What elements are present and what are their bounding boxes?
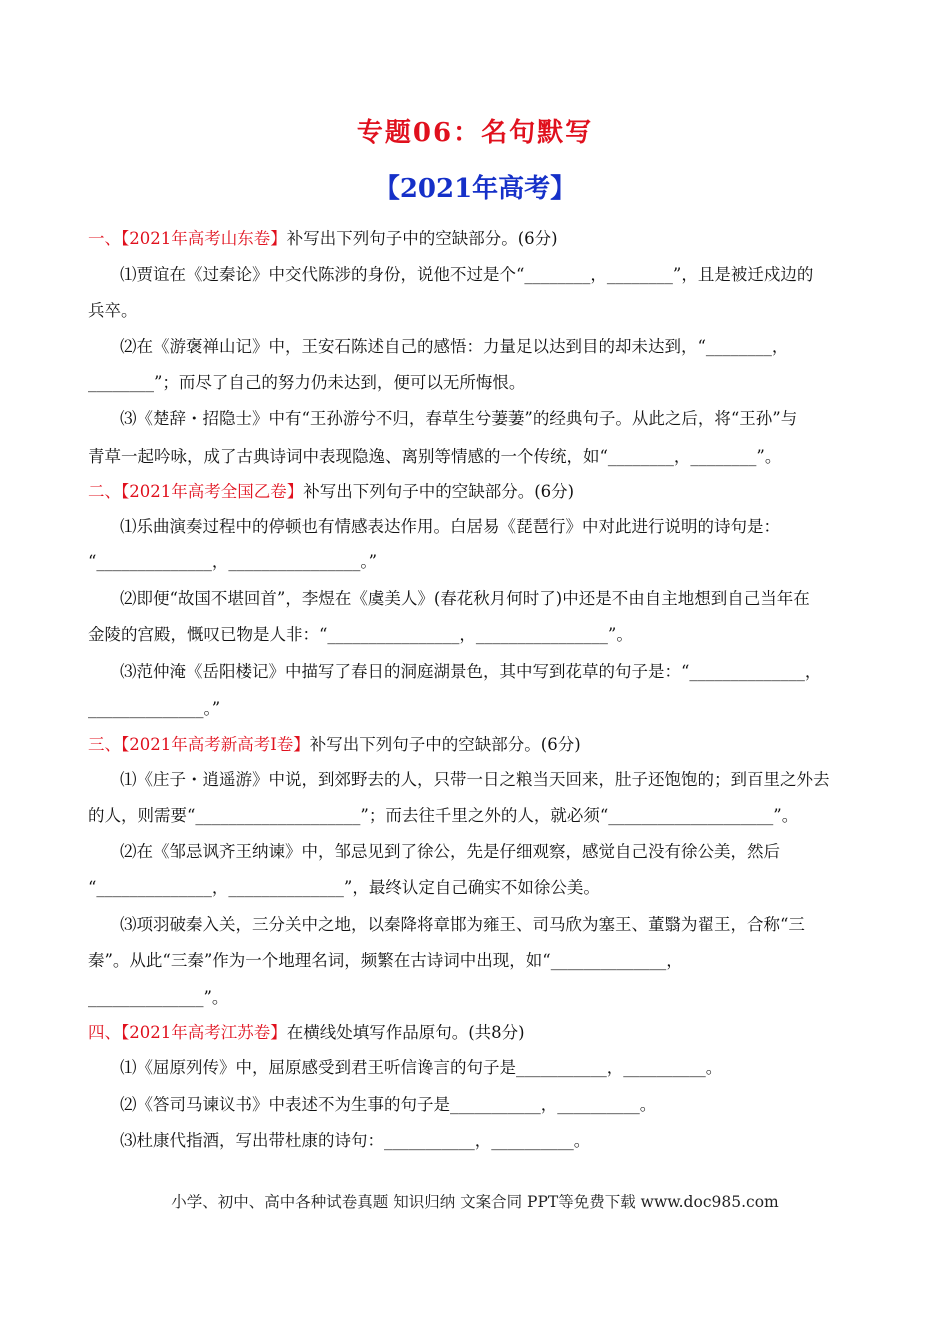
question-line: ⑶项羽破秦入关，三分关中之地，以秦降将章邯为雍王、司马欣为塞王、董翳为翟王，合称“三 xyxy=(120,915,805,934)
section-heading-3 xyxy=(88,734,863,756)
section-source: 【2021年高考全国乙卷】 xyxy=(121,482,304,501)
question-line: “______________，______________”，最终认定自己确实不如徐公美。 xyxy=(88,878,600,897)
section-heading-2 xyxy=(88,481,863,503)
section-heading-4 xyxy=(88,1022,863,1044)
question-line: 秦”。从此“三秦”作为一个地理名词，频繁在古诗词中出现，如“______________， xyxy=(88,951,683,970)
section-number: 一、 xyxy=(88,229,121,248)
question-line: ______________。” xyxy=(88,699,221,718)
section-instruction: 在横线处填写作品原句。(共8分) xyxy=(286,1023,525,1042)
question-line: ⑶《楚辞・招隐士》中有“王孙游兮不归，春草生兮萋萋”的经典句子。从此之后，将“王孙”与 xyxy=(120,409,798,428)
section-instruction: 补写出下列句子中的空缺部分。(6分) xyxy=(309,735,581,754)
question-line: ________”；而尽了自己的努力仍未达到，便可以无所悔恨。 xyxy=(88,373,526,392)
question-line: ⑴《庄子・逍遥游》中说，到郊野去的人，只带一日之粮当天回来，肚子还饱饱的；到百里之外去 xyxy=(120,770,830,789)
question-line: ⑵即便“故国不堪回首”，李煜在《虞美人》(春花秋月何时了)中还是不由自主地想到自己当年在 xyxy=(120,589,810,608)
question-line: ⑵在《游褒禅山记》中，王安石陈述自己的感悟：力量足以达到目的却未达到，“________， xyxy=(120,337,789,356)
section-source: 【2021年高考山东卷】 xyxy=(121,229,287,248)
question-line: ⑵在《邹忌讽齐王纳谏》中，邹忌见到了徐公，先是仔细观察，感觉自己没有徐公美，然后 xyxy=(120,842,780,861)
section-instruction: 补写出下列句子中的空缺部分。(6分) xyxy=(286,229,558,248)
question-line: ⑶杜康代指酒，写出带杜康的诗句：___________，__________。 xyxy=(120,1131,591,1150)
section-number: 四、 xyxy=(88,1023,121,1042)
question-line: “______________，________________。” xyxy=(88,552,378,571)
question-line: ______________”。 xyxy=(88,988,229,1007)
page-subtitle: 【2021年高考】 xyxy=(373,174,577,204)
question-line: ⑴乐曲演奏过程中的停顿也有情感表达作用。白居易《琵琶行》中对此进行说明的诗句是： xyxy=(120,517,780,536)
section-number: 三、 xyxy=(88,735,121,754)
question-line: ⑶范仲淹《岳阳楼记》中描写了春日的洞庭湖景色，其中写到花草的句子是：“______________， xyxy=(120,662,822,681)
page-title: 专题06：名句默写 xyxy=(356,118,594,148)
question-line: 金陵的宫殿，慨叹已物是人非：“________________，________________”。 xyxy=(88,625,633,644)
question-line: ⑴《屈原列传》中，屈原感受到君王听信谗言的句子是___________，__________。 xyxy=(120,1058,723,1077)
question-line: ⑴贾谊在《过秦论》中交代陈涉的身份，说他不过是个“________，________”，且是被迁戍边的 xyxy=(120,265,814,284)
question-line: 的人，则需要“____________________”；而去往千里之外的人，就必须“____________________”。 xyxy=(88,806,799,825)
question-line: 兵卒。 xyxy=(88,301,138,320)
question-line: ⑵《答司马谏议书》中表述不为生事的句子是___________，__________。 xyxy=(120,1095,657,1114)
section-heading-1 xyxy=(88,228,863,250)
section-source: 【2021年高考江苏卷】 xyxy=(121,1023,287,1042)
page-footer: 小学、初中、高中各种试卷真题 知识归纳 文案合同 PPT等免费下载 www.doc985.com xyxy=(171,1193,779,1211)
section-instruction: 补写出下列句子中的空缺部分。(6分) xyxy=(303,482,575,501)
section-number: 二、 xyxy=(88,482,121,501)
section-source: 【2021年高考新高考Ⅰ卷】 xyxy=(121,735,310,754)
question-line: 青草一起吟咏，成了古典诗词中表现隐逸、离别等情感的一个传统，如“________，________”。 xyxy=(88,447,782,466)
